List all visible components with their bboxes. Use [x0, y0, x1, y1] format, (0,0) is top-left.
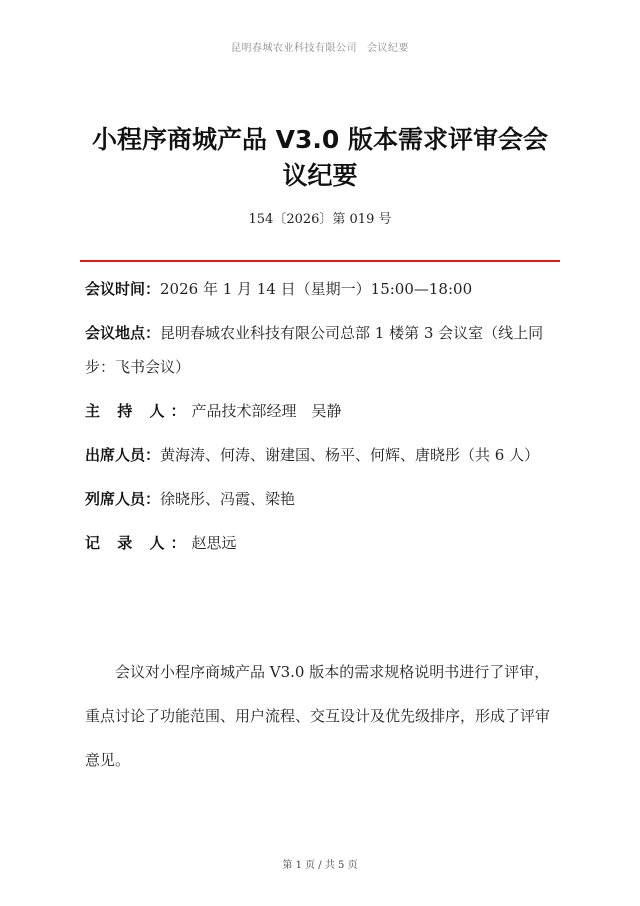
- header-company: 昆明春城农业科技有限公司: [231, 43, 357, 54]
- meeting-info: [85, 272, 563, 570]
- page-footer: 第 1 页 / 共 5 页: [282, 860, 358, 871]
- meeting-observers-row: [85, 482, 563, 516]
- header-doc-type: 会议纪要: [367, 43, 409, 54]
- meeting-location-row: [85, 316, 563, 384]
- meeting-recorder-row: [85, 526, 563, 560]
- body-paragraph: 会议对小程序商城产品 V3.0 版本的需求规格说明书进行了评审，重点讨论了功能范围、用户流程、交互设计及优先级排序，形成了评审意见。: [85, 663, 551, 769]
- meeting-attendees-row: [85, 438, 563, 472]
- running-header: [0, 39, 640, 54]
- meeting-attendees-value: 黄海涛、何涛、谢建国、杨平、何辉、唐晓彤（共 6 人）: [160, 446, 540, 464]
- document-title: 小程序商城产品 V3.0 版本需求评审会会议纪要: [91, 125, 549, 190]
- meeting-recorder-label: 记 录 人：: [85, 534, 192, 552]
- meeting-time-label: 会议时间：: [85, 280, 161, 298]
- red-divider: [80, 260, 560, 262]
- document-number: 154〔2026〕第 019 号: [248, 212, 392, 227]
- meeting-time-value: 2026 年 1 月 14 日（星期一）15:00—18:00: [160, 280, 473, 298]
- meeting-location-value: 昆明春城农业科技有限公司总部 1 楼第 3 会议室（线上同步：飞书会议）: [85, 324, 544, 376]
- meeting-observers-value: 徐晓彤、冯霞、梁艳: [160, 490, 296, 508]
- meeting-attendees-label: 出席人员：: [85, 446, 161, 464]
- meeting-observers-label: 列席人员：: [85, 490, 161, 508]
- meeting-time-row: [85, 272, 563, 306]
- meeting-recorder-value: 赵思远: [191, 534, 237, 552]
- meeting-host-row: [85, 394, 563, 428]
- meeting-location-label: 会议地点：: [85, 324, 161, 342]
- meeting-host-value: 产品技术部经理 吴静: [191, 402, 342, 420]
- meeting-host-label: 主 持 人：: [85, 402, 192, 420]
